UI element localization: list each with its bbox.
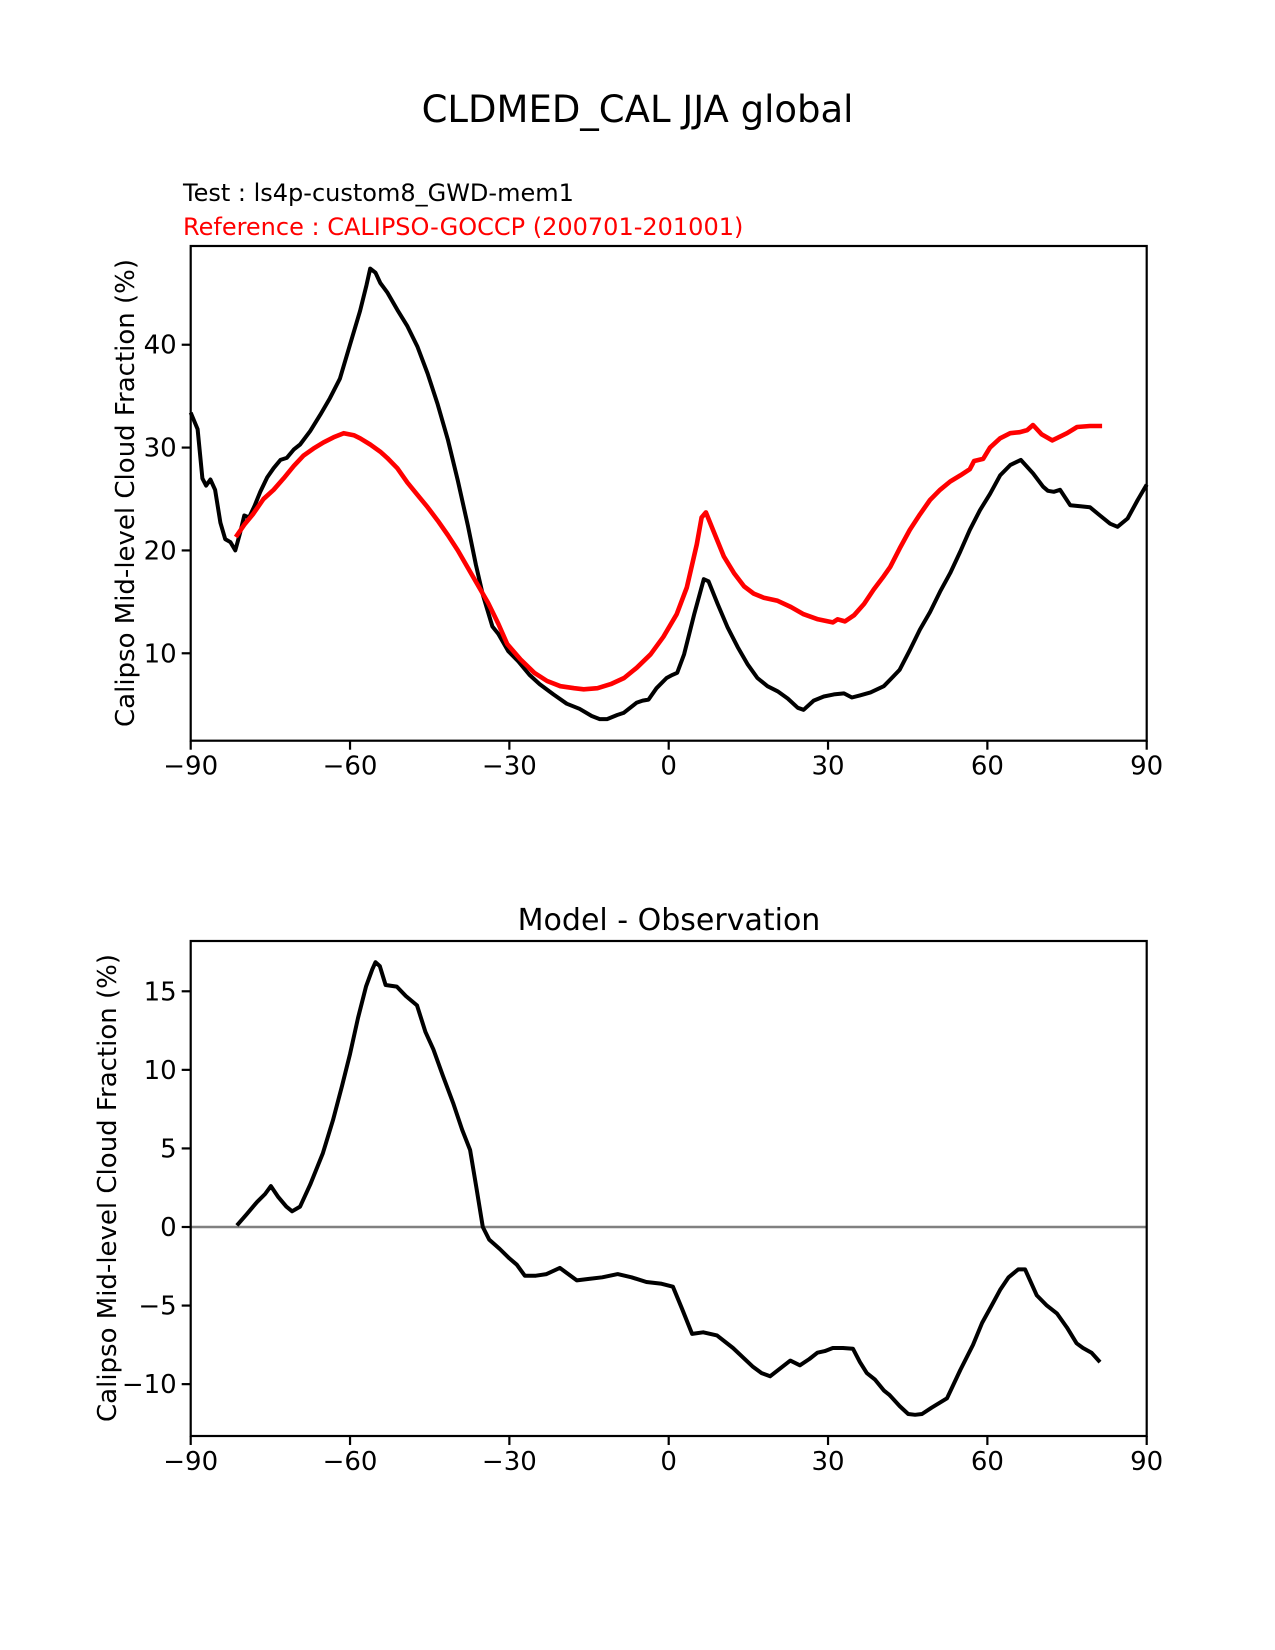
top-chart-y-tick-label: 20 [143,536,177,567]
series-line-test [191,269,1147,719]
bottom-chart-y-tick-label: −5 [138,1291,177,1322]
top-chart-x-tick-label: −60 [322,751,378,782]
bottom-chart-x-tick-label: 30 [811,1447,845,1477]
bottom-chart-x-tick-label: −90 [163,1447,219,1477]
bottom-chart-y-tick-label: 15 [143,977,177,1008]
top-chart-x-tick-label: 0 [660,751,677,782]
top-chart-y-tick-label: 30 [143,433,177,464]
bottom-chart-y-tick-label: 0 [160,1213,177,1243]
bottom-chart-title: Model - Observation [517,903,821,938]
top-chart-x-tick-label: −90 [163,751,219,782]
series-line-reference [236,425,1102,689]
figure-title: CLDMED_CAL JJA global [421,88,854,131]
top-chart-x-tick-label: 60 [970,751,1004,782]
bottom-chart-x-tick-label: 60 [970,1447,1004,1477]
top-chart-x-tick-label: 90 [1130,751,1164,782]
bottom-chart-x-tick-label: −60 [322,1447,378,1477]
legend-reference-label: Reference : CALIPSO-GOCCP (200701-201001) [183,213,744,241]
bottom-chart-x-tick-label: 90 [1130,1447,1164,1477]
bottom-chart-frame [191,941,1147,1436]
bottom-chart-y-axis-label: Calipso Mid-level Cloud Fraction (%) [93,954,123,1422]
series-line-difference [237,962,1100,1415]
bottom-chart-y-tick-label: 5 [160,1134,177,1165]
legend-test-label: Test : ls4p-custom8_GWD-mem1 [183,179,574,207]
bottom-chart-x-tick-label: 0 [660,1447,677,1477]
top-chart-x-tick-label: −30 [481,751,537,782]
bottom-chart-x-tick-label: −30 [481,1447,537,1477]
top-chart-y-axis-label: Calipso Mid-level Cloud Fraction (%) [111,259,141,727]
top-chart-x-tick-label: 30 [811,751,845,782]
top-chart-y-tick-label: 10 [143,639,177,670]
bottom-chart-y-tick-label: 10 [143,1055,177,1086]
top-chart-y-tick-label: 40 [143,330,177,361]
top-chart-frame [191,246,1147,741]
bottom-chart-y-tick-label: −10 [121,1370,177,1401]
